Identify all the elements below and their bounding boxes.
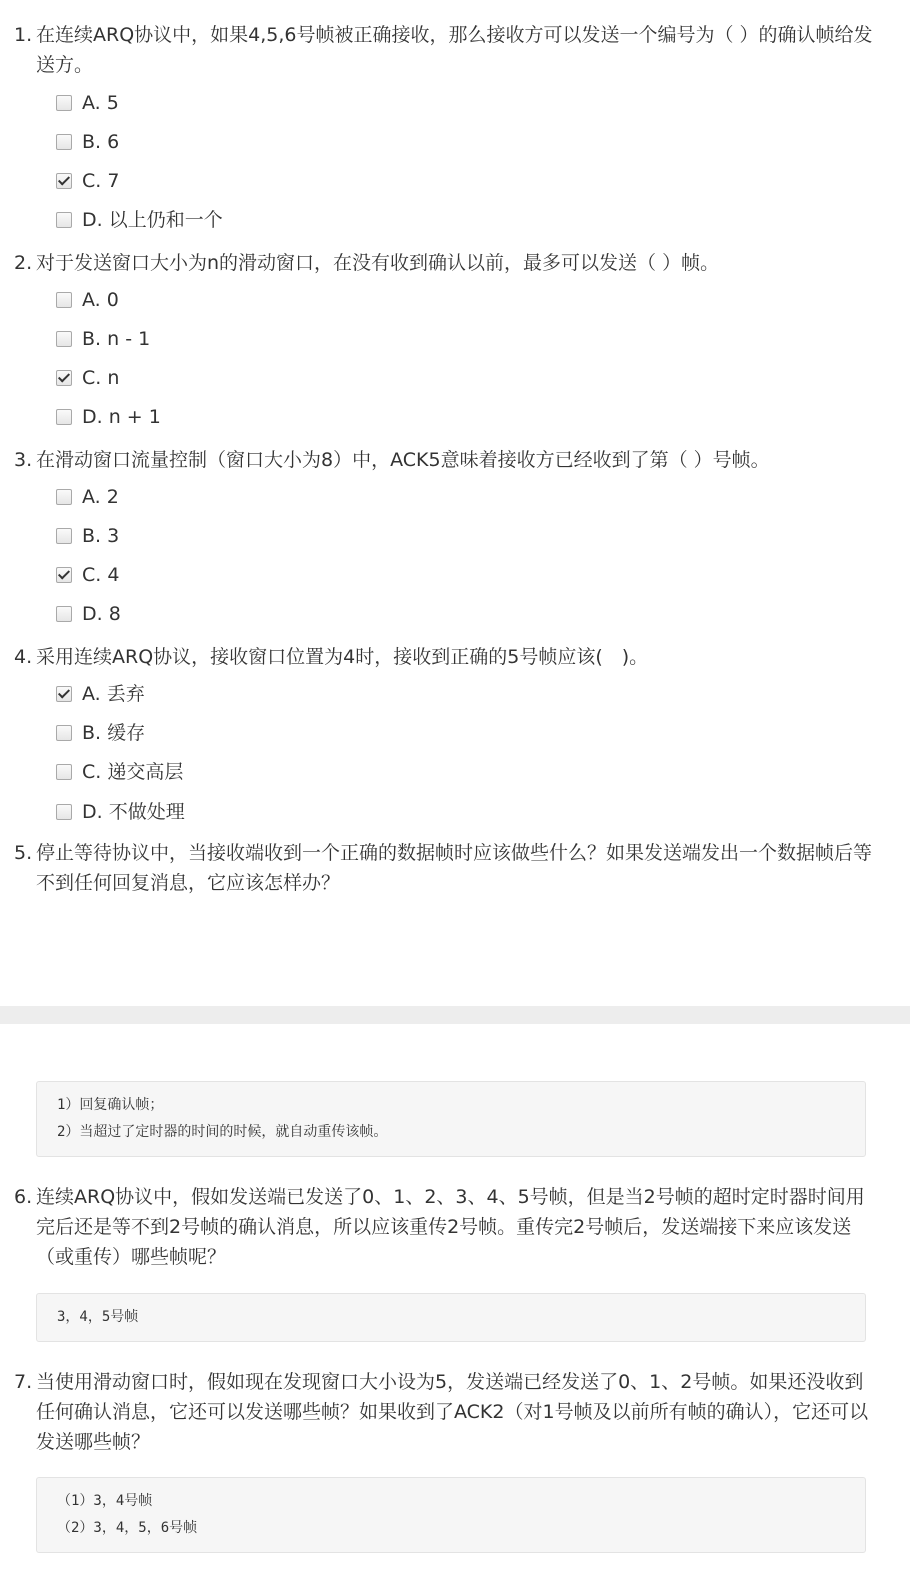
section-divider [0,1006,910,1024]
q2-option-d[interactable] [56,405,161,429]
question-text: 在连续ARQ协议中，如果4,5,6号帧被正确接收，那么接收方可以发送一个编号为（ ）的确认帧给发送方。 [36,24,873,76]
question-5 [14,838,876,898]
checkbox[interactable] [56,528,72,544]
question-6 [14,1182,876,1272]
option-label: B. n - 1 [82,328,151,350]
option-label: B. 3 [82,525,120,547]
q2-option-a[interactable] [56,288,119,312]
question-number: 4. [14,646,33,668]
answer-box-6 [36,1293,866,1342]
answer-line: 3，4，5号帧 [57,1309,139,1325]
option-label: D. 8 [82,603,121,625]
option-label: D. 不做处理 [82,801,185,823]
question-text: 连续ARQ协议中，假如发送端已发送了0、1、2、3、4、5号帧，但是当2号帧的超时定时器时间用完后还是等不到2号帧的确认消息，所以应该重传2号帧。重传完2号帧后，发送端接下来应该发送（或重传）哪些帧呢？ [36,1186,865,1268]
answer-line: （1）3，4号帧 [57,1493,153,1509]
question-number: 2. [14,252,33,274]
question-text: 当使用滑动窗口时，假如现在发现窗口大小设为5，发送端已经发送了0、1、2号帧。如果还没收到任何确认消息，它还可以发送哪些帧？如果收到了ACK2（对1号帧及以前所有帧的确认），它还可以发送哪些帧？ [36,1371,869,1453]
answer-line: 1）回复确认帧； [57,1097,164,1113]
checkbox[interactable] [56,95,72,111]
checkbox[interactable] [56,725,72,741]
q4-option-a[interactable] [56,682,145,706]
q1-option-c[interactable] [56,169,119,193]
question-text: 停止等待协议中，当接收端收到一个正确的数据帧时应该做些什么？如果发送端发出一个数据帧后等不到任何回复消息，它应该怎样办？ [36,842,873,894]
question-number: 5. [14,842,33,864]
q4-option-d[interactable] [56,800,185,824]
checkbox[interactable] [56,212,72,228]
option-label: B. 缓存 [82,722,146,744]
option-label: A. 丢弃 [82,683,145,705]
q4-option-b[interactable] [56,721,145,745]
checkbox[interactable] [56,764,72,780]
checkbox[interactable] [56,134,72,150]
question-3 [14,445,876,475]
question-number: 1. [14,24,33,46]
checkbox-checked[interactable] [56,173,72,189]
checkbox-checked[interactable] [56,686,72,702]
option-label: A. 0 [82,289,119,311]
checkbox-checked[interactable] [56,370,72,386]
answer-box-7 [36,1477,866,1553]
checkbox[interactable] [56,804,72,820]
question-1 [14,20,876,80]
question-7 [14,1367,876,1457]
checkbox[interactable] [56,331,72,347]
question-2 [14,248,876,278]
option-label: D. n + 1 [82,406,161,428]
question-number: 3. [14,449,33,471]
option-label: D. 以上仍和一个 [82,209,223,231]
answer-box-5 [36,1081,866,1157]
option-label: C. 4 [82,564,120,586]
q4-option-c[interactable] [56,760,183,784]
q3-option-b[interactable] [56,524,119,548]
q2-option-b[interactable] [56,327,150,351]
q3-option-a[interactable] [56,485,119,509]
question-text: 采用连续ARQ协议，接收窗口位置为4时，接收到正确的5号帧应该( )。 [36,646,649,668]
q3-option-d[interactable] [56,602,121,626]
option-label: A. 5 [82,92,119,114]
checkbox[interactable] [56,606,72,622]
checkbox[interactable] [56,292,72,308]
question-number: 7. [14,1371,33,1393]
option-label: A. 2 [82,486,119,508]
answer-line: （2）3，4，5，6号帧 [57,1520,198,1536]
answer-line: 2）当超过了定时器的时间的时候，就自动重传该帧。 [57,1124,388,1140]
question-text: 对于发送窗口大小为n的滑动窗口，在没有收到确认以前，最多可以发送（ ）帧。 [36,252,720,274]
q1-option-d[interactable] [56,208,223,232]
checkbox[interactable] [56,409,72,425]
question-text: 在滑动窗口流量控制（窗口大小为8）中，ACK5意味着接收方已经收到了第（ ）号帧。 [36,449,770,471]
checkbox[interactable] [56,489,72,505]
checkbox-checked[interactable] [56,567,72,583]
q1-option-b[interactable] [56,130,119,154]
option-label: C. 7 [82,170,120,192]
question-number: 6. [14,1186,33,1208]
option-label: B. 6 [82,131,120,153]
q1-option-a[interactable] [56,91,119,115]
q3-option-c[interactable] [56,563,119,587]
option-label: C. n [82,367,120,389]
question-4 [14,642,876,672]
option-label: C. 递交高层 [82,761,184,783]
q2-option-c[interactable] [56,366,119,390]
